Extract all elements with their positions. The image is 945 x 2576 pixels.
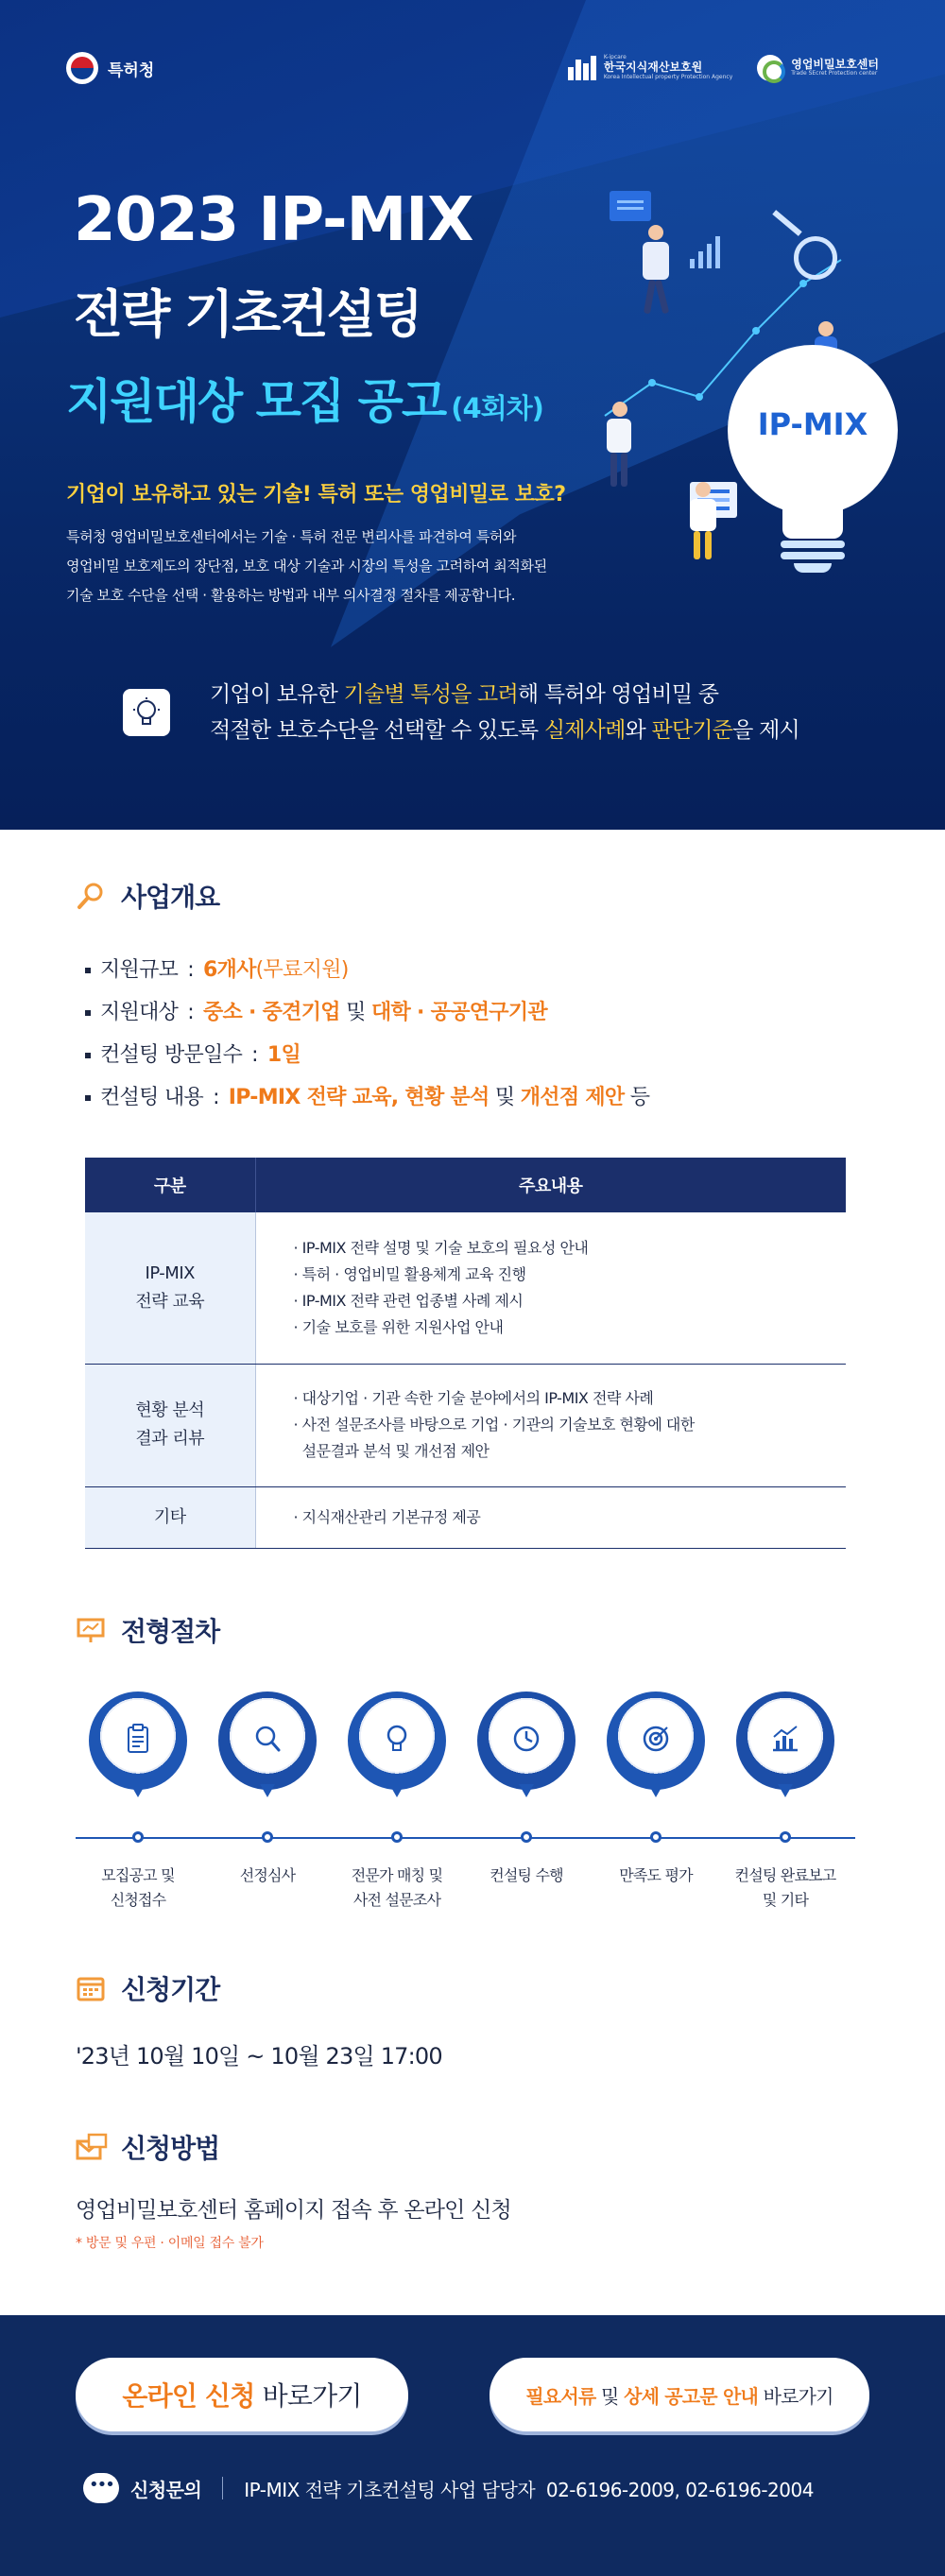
step-pin bbox=[348, 1692, 446, 1790]
header-logos bbox=[66, 49, 879, 87]
overview-item-days: 컨설팅 방문일수 : 1일 bbox=[85, 1034, 869, 1076]
bulb-base bbox=[794, 563, 832, 573]
partner-logos bbox=[568, 55, 879, 81]
kipa-prefix: K-ipcare bbox=[603, 54, 627, 61]
hero-banner bbox=[0, 0, 945, 830]
online-apply-button-label: 바로가기 bbox=[254, 2380, 362, 2412]
divider bbox=[222, 2477, 223, 2499]
table-row bbox=[85, 1486, 846, 1548]
overview-heading bbox=[76, 877, 869, 915]
overview-item-value: IP-MIX 전략 교육, 현황 분석 bbox=[228, 1086, 490, 1109]
overview-title: 사업개요 bbox=[121, 882, 220, 913]
process-heading bbox=[76, 1611, 869, 1649]
table-cell-category bbox=[85, 1212, 255, 1364]
overview-list bbox=[76, 949, 869, 1119]
bulb-base bbox=[781, 552, 845, 559]
method-heading bbox=[76, 2128, 869, 2166]
kipo-logo bbox=[66, 52, 154, 84]
bulb-label: IP-MIX bbox=[757, 406, 868, 442]
notice-button-emphasis: 필요서류 bbox=[525, 2384, 596, 2408]
table-category-line: 결과 리뷰 bbox=[135, 1429, 205, 1449]
step-label-line: 모집공고 및 bbox=[101, 1866, 175, 1884]
process-step bbox=[470, 1692, 583, 1790]
table-content-line: 설문결과 분석 및 개선점 제안 bbox=[293, 1442, 490, 1460]
table-category-line: 기타 bbox=[153, 1506, 186, 1527]
bulb-neck bbox=[782, 501, 843, 539]
contact-label: 신청문의 bbox=[130, 2478, 202, 2501]
overview-item-label: 지원대상 bbox=[100, 1001, 179, 1024]
overview-item-target: 지원대상 : 중소 · 중견기업 및 대학 · 공공연구기관 bbox=[85, 991, 869, 1034]
overview-item-note: (무료지원) bbox=[255, 958, 349, 982]
overview-item-conj: 및 bbox=[339, 1001, 371, 1024]
overview-item-value: 중소 · 중견기업 bbox=[202, 1001, 340, 1024]
hero-title-round: (4회차) bbox=[451, 392, 543, 424]
step-pin bbox=[607, 1692, 705, 1790]
overview-item-label: 컨설팅 내용 bbox=[100, 1086, 204, 1109]
overview-item-value: 6개사 bbox=[202, 958, 256, 982]
table-header-row bbox=[85, 1158, 846, 1212]
step-label bbox=[77, 1863, 199, 1913]
process-step bbox=[729, 1692, 842, 1790]
table-row bbox=[85, 1212, 846, 1364]
target-icon bbox=[639, 1722, 673, 1756]
notice-button-label: 및 bbox=[595, 2384, 625, 2408]
period-heading bbox=[76, 1969, 869, 2007]
highlight-emphasis: 기술별 특성을 고려 bbox=[343, 682, 518, 707]
overview-item-label: 컨설팅 방문일수 bbox=[100, 1043, 243, 1067]
timeline-dot bbox=[521, 1831, 532, 1843]
table-category-line: 전략 교육 bbox=[135, 1291, 205, 1312]
timeline-dot bbox=[391, 1831, 403, 1843]
timeline-dot bbox=[780, 1831, 791, 1843]
highlight-emphasis: 판단기준 bbox=[651, 718, 733, 743]
kipa-name: 한국지식재산보호원 bbox=[603, 60, 703, 75]
clipboard-icon bbox=[121, 1722, 155, 1756]
step-label-line: 전문가 매칭 및 bbox=[351, 1866, 443, 1884]
table-cell-category bbox=[85, 1364, 255, 1486]
highlight-text bbox=[210, 677, 799, 748]
step-label-line: 만족도 평가 bbox=[619, 1866, 693, 1884]
overview-item-scale: 지원규모 : 6개사 (무료지원) bbox=[85, 949, 869, 991]
chart-icon bbox=[768, 1722, 802, 1756]
trade-secret-emblem-icon bbox=[757, 55, 783, 81]
bar-chart-icon bbox=[690, 236, 728, 268]
step-label bbox=[594, 1863, 717, 1888]
step-label-line: 컨설팅 수행 bbox=[490, 1866, 563, 1884]
table-content-line: · 지식재산관리 기본규정 제공 bbox=[293, 1507, 481, 1526]
table-cell-content bbox=[255, 1364, 846, 1486]
highlight-emphasis: 실제사례 bbox=[543, 718, 626, 743]
hero-title-line1: 2023 IP-MIX bbox=[74, 185, 473, 255]
taegeuk-emblem-icon bbox=[66, 52, 98, 84]
document-icon bbox=[610, 191, 651, 221]
timeline-line bbox=[76, 1837, 855, 1839]
lightbulb-icon bbox=[123, 689, 170, 736]
hero-description-line: 기술 보호 수단을 선택 · 활용하는 방법과 내부 의사결정 절차를 제공합니다. bbox=[66, 587, 516, 604]
step-label-line: 신청접수 bbox=[110, 1891, 166, 1909]
magnifier-icon bbox=[250, 1722, 284, 1756]
table-cell-content bbox=[255, 1212, 846, 1364]
step-pin bbox=[736, 1692, 834, 1790]
step-label-line: 선정심사 bbox=[239, 1866, 296, 1884]
search-icon bbox=[76, 881, 106, 911]
hero-title-main: 지원대상 모집 공고 bbox=[66, 374, 446, 429]
trade-secret-center-name: 영업비밀보호센터 bbox=[791, 57, 879, 71]
step-label-line: 컨설팅 완료보고 bbox=[734, 1866, 836, 1884]
agency-name: 특허청 bbox=[108, 60, 155, 80]
step-label bbox=[335, 1863, 458, 1913]
hero-description-line: 특허청 영업비밀보호센터에서는 기술 · 특허 전문 변리사를 파견하여 특허와 bbox=[66, 528, 517, 545]
table-content-line: · 사전 설문조사를 바탕으로 기업 · 기관의 기술보호 현황에 대한 bbox=[293, 1416, 695, 1434]
step-pin bbox=[477, 1692, 576, 1790]
process-title: 전형절차 bbox=[121, 1616, 220, 1647]
highlight-text-part: 적절한 보호수단을 선택할 수 있도록 bbox=[210, 718, 544, 743]
table-content-line: · IP-MIX 전략 설명 및 기술 보호의 필요성 안내 bbox=[293, 1238, 589, 1257]
hero-description bbox=[66, 523, 614, 610]
highlight-message bbox=[123, 667, 822, 758]
table-row bbox=[85, 1364, 846, 1486]
online-apply-button[interactable] bbox=[76, 2358, 408, 2431]
step-label bbox=[724, 1863, 847, 1913]
notice-details-button[interactable] bbox=[490, 2358, 869, 2431]
calendar-icon bbox=[76, 1973, 106, 2003]
overview-item-value: 개선점 제안 bbox=[520, 1086, 625, 1109]
overview-item-conj: 등 bbox=[624, 1086, 650, 1109]
table-cell-category bbox=[85, 1486, 255, 1548]
notice-button-emphasis: 상세 공고문 안내 bbox=[624, 2384, 759, 2408]
method-note: * 방문 및 우편 · 이메일 접수 불가 bbox=[76, 2236, 264, 2251]
highlight-text-part: 을 제시 bbox=[732, 718, 799, 743]
method-section bbox=[76, 2128, 869, 2252]
table-header-content: 주요내용 bbox=[255, 1158, 846, 1212]
overview-item-value: 대학 · 공공연구기관 bbox=[370, 1001, 547, 1024]
overview-item-value: 1일 bbox=[266, 1043, 301, 1067]
step-label-line: 및 기타 bbox=[762, 1891, 809, 1909]
overview-item-conj: 및 bbox=[489, 1086, 521, 1109]
period-title: 신청기간 bbox=[121, 1974, 220, 2005]
step-label bbox=[206, 1863, 329, 1888]
envelope-icon bbox=[76, 2132, 106, 2162]
magnifier-illustration-icon bbox=[794, 236, 837, 280]
overview-section bbox=[76, 877, 869, 1119]
notice-button-label: 바로가기 bbox=[758, 2384, 833, 2408]
method-description: 영업비밀보호센터 홈페이지 접속 후 온라인 신청 bbox=[76, 2198, 511, 2223]
step-pin bbox=[89, 1692, 187, 1790]
highlight-text-part: 기업이 보유한 bbox=[210, 682, 344, 707]
kipa-emblem-icon bbox=[568, 56, 596, 80]
overview-item-label: 지원규모 bbox=[100, 958, 179, 982]
process-step bbox=[340, 1692, 454, 1790]
hero-description-line: 영업비밀 보호제도의 장단점, 보호 대상 기술과 시장의 특성을 고려하여 최적화된 bbox=[66, 558, 547, 575]
online-apply-button-emphasis: 온라인 신청 bbox=[122, 2380, 255, 2412]
bulb-base bbox=[781, 541, 845, 548]
contact-text: IP-MIX 전략 기초컨설팅 사업 담당자 02-6196-2009, 02-6196-2004 bbox=[244, 2478, 814, 2501]
process-section bbox=[76, 1611, 869, 1909]
trade-secret-center-logo bbox=[757, 55, 879, 81]
table-content-line: · 특허 · 영업비밀 활용체계 교육 진행 bbox=[293, 1264, 526, 1283]
table-content-line: · IP-MIX 전략 관련 업종별 사례 제시 bbox=[293, 1291, 524, 1310]
period-dates: '23년 10월 10일 ~ 10월 23일 17:00 bbox=[76, 2043, 442, 2069]
table-content-line: · 기술 보호를 위한 지원사업 안내 bbox=[293, 1317, 504, 1336]
step-label bbox=[465, 1863, 588, 1888]
hero-illustration bbox=[567, 170, 907, 614]
process-step bbox=[599, 1692, 713, 1790]
presentation-icon bbox=[76, 1615, 106, 1645]
table-category-line: 현황 분석 bbox=[135, 1400, 205, 1420]
period-section bbox=[76, 1969, 869, 2070]
footer bbox=[0, 2315, 945, 2576]
highlight-text-part: 와 bbox=[625, 718, 652, 743]
timeline-dot bbox=[650, 1831, 662, 1843]
contact-info bbox=[83, 2466, 814, 2510]
highlight-text-part: 해 특허와 영업비밀 중 bbox=[517, 682, 719, 707]
kipa-logo bbox=[568, 55, 732, 81]
table-header-category: 구분 bbox=[85, 1158, 255, 1212]
table-category-line: IP-MIX bbox=[145, 1262, 195, 1283]
step-label-line: 사전 설문조사 bbox=[352, 1891, 441, 1909]
hero-question: 기업이 보유하고 있는 기술! 특허 또는 영업비밀로 보호? bbox=[66, 483, 566, 507]
trade-secret-center-english-name: Trade SEcret Protection center bbox=[791, 70, 878, 77]
timeline-dot bbox=[132, 1831, 144, 1843]
overview-item-content: 컨설팅 내용 : IP-MIX 전략 교육, 현황 분석 및 개선점 제안 등 bbox=[85, 1076, 869, 1119]
table-cell-content bbox=[255, 1486, 846, 1548]
hero-title-line3 bbox=[66, 364, 543, 432]
clock-icon bbox=[509, 1722, 543, 1756]
table-content-line: · 대상기업 · 기관 속한 기술 분야에서의 IP-MIX 전략 사례 bbox=[293, 1389, 654, 1407]
chat-icon bbox=[83, 2473, 119, 2503]
kipa-english-name: Korea Intellectual property Protection Agency bbox=[603, 73, 733, 80]
lightbulb-icon bbox=[380, 1722, 414, 1756]
method-title: 신청방법 bbox=[121, 2133, 220, 2164]
timeline-dot bbox=[262, 1831, 273, 1843]
content-table bbox=[85, 1158, 846, 1549]
process-step bbox=[211, 1692, 324, 1790]
hero-title-line2: 전략 기초컨설팅 bbox=[74, 284, 421, 344]
process-step bbox=[81, 1692, 195, 1790]
step-pin bbox=[218, 1692, 317, 1790]
process-steps bbox=[76, 1692, 855, 1918]
